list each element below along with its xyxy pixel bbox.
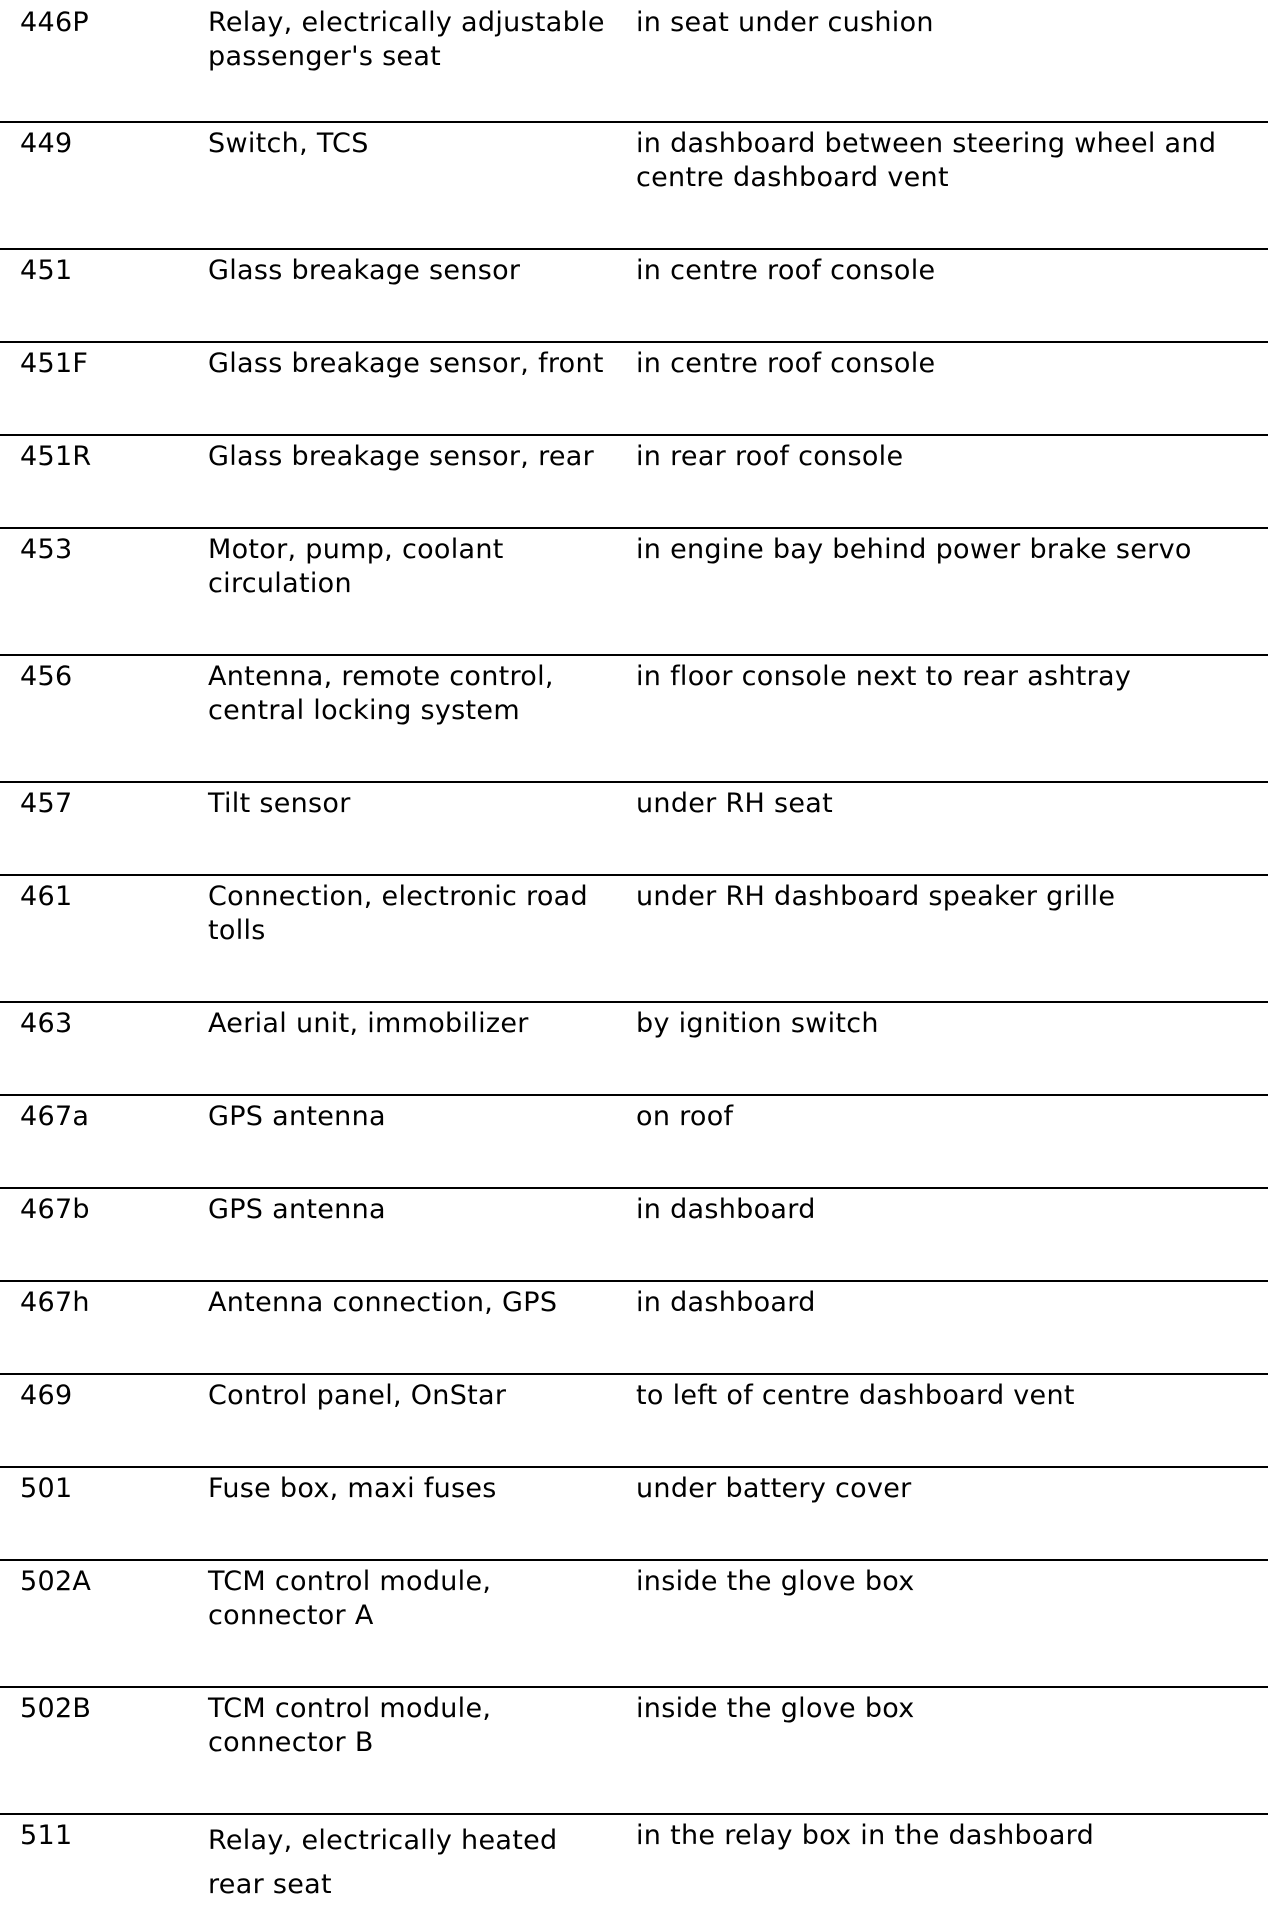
- component-code: 451: [20, 255, 73, 286]
- component-location: under battery cover: [636, 1473, 912, 1504]
- component-code: 451F: [20, 348, 89, 379]
- component-description: Glass breakage sensor: [208, 255, 521, 286]
- component-description: Fuse box, maxi fuses: [208, 1473, 497, 1504]
- component-description: Motor, pump, coolant circulation: [208, 534, 504, 599]
- component-description: Connection, electronic road tolls: [208, 881, 588, 946]
- component-code: 446P: [20, 7, 90, 38]
- component-location: in engine bay behind power brake servo: [636, 534, 1192, 565]
- component-description: Switch, TCS: [208, 128, 369, 159]
- component-location: in dashboard between steering wheel and centre dashboard vent: [636, 128, 1217, 193]
- component-description: GPS antenna: [208, 1194, 386, 1225]
- component-description: Relay, electrically adjustable passenger's seat: [208, 7, 605, 72]
- table-row: [0, 1815, 1268, 1925]
- component-location: to left of centre dashboard vent: [636, 1380, 1075, 1411]
- component-description: Control panel, OnStar: [208, 1380, 507, 1411]
- component-description: Glass breakage sensor, rear: [208, 441, 595, 472]
- component-description: Relay, electrically heated rear seat: [208, 1825, 558, 1900]
- component-description: Antenna, remote control, central locking system: [208, 661, 554, 726]
- component-location: inside the glove box: [636, 1693, 915, 1724]
- component-location: on roof: [636, 1101, 734, 1132]
- table-row: [0, 783, 1268, 876]
- component-location: by ignition switch: [636, 1008, 879, 1039]
- component-location: in the relay box in the dashboard: [636, 1820, 1095, 1851]
- component-description: Aerial unit, immobilizer: [208, 1008, 529, 1039]
- component-description: TCM control module, connector A: [208, 1566, 492, 1631]
- component-code: 449: [20, 128, 73, 159]
- component-code: 469: [20, 1380, 73, 1411]
- table-row: [0, 1096, 1268, 1189]
- component-location: in dashboard: [636, 1287, 816, 1318]
- component-code: 461: [20, 881, 73, 912]
- component-location: in centre roof console: [636, 348, 936, 379]
- component-location: under RH dashboard speaker grille: [636, 881, 1116, 912]
- table-row: [0, 656, 1268, 783]
- table-row: [0, 529, 1268, 656]
- component-code: 463: [20, 1008, 73, 1039]
- component-code: 502B: [20, 1693, 92, 1724]
- component-location: inside the glove box: [636, 1566, 915, 1597]
- component-location: in floor console next to rear ashtray: [636, 661, 1132, 692]
- component-code: 467a: [20, 1101, 90, 1132]
- component-description: GPS antenna: [208, 1101, 386, 1132]
- table-row: [0, 1282, 1268, 1375]
- component-code: 457: [20, 788, 73, 819]
- component-code: 451R: [20, 441, 92, 472]
- component-location: under RH seat: [636, 788, 834, 819]
- table-row: [0, 1688, 1268, 1815]
- component-code: 453: [20, 534, 73, 565]
- table-row: [0, 876, 1268, 1003]
- component-location: in rear roof console: [636, 441, 904, 472]
- table-row: [0, 436, 1268, 529]
- component-code: 501: [20, 1473, 73, 1504]
- table-row: [0, 343, 1268, 436]
- component-description: Tilt sensor: [208, 788, 351, 819]
- table-row: [0, 123, 1268, 250]
- component-code: 467h: [20, 1287, 90, 1318]
- component-code: 502A: [20, 1566, 92, 1597]
- component-code: 467b: [20, 1194, 90, 1225]
- table-row: [0, 1468, 1268, 1561]
- component-code: 456: [20, 661, 73, 692]
- component-location: in seat under cushion: [636, 7, 934, 38]
- component-location: in dashboard: [636, 1194, 816, 1225]
- component-code: 511: [20, 1820, 73, 1851]
- component-description: TCM control module, connector B: [208, 1693, 492, 1758]
- table-row: [0, 250, 1268, 343]
- table-row: [0, 1003, 1268, 1096]
- component-description: Antenna connection, GPS: [208, 1287, 558, 1318]
- table-row: [0, 1189, 1268, 1282]
- table-row: [0, 1375, 1268, 1468]
- component-location: in centre roof console: [636, 255, 936, 286]
- table-row: [0, 0, 1268, 123]
- table-row: [0, 1561, 1268, 1688]
- component-description: Glass breakage sensor, front: [208, 348, 604, 379]
